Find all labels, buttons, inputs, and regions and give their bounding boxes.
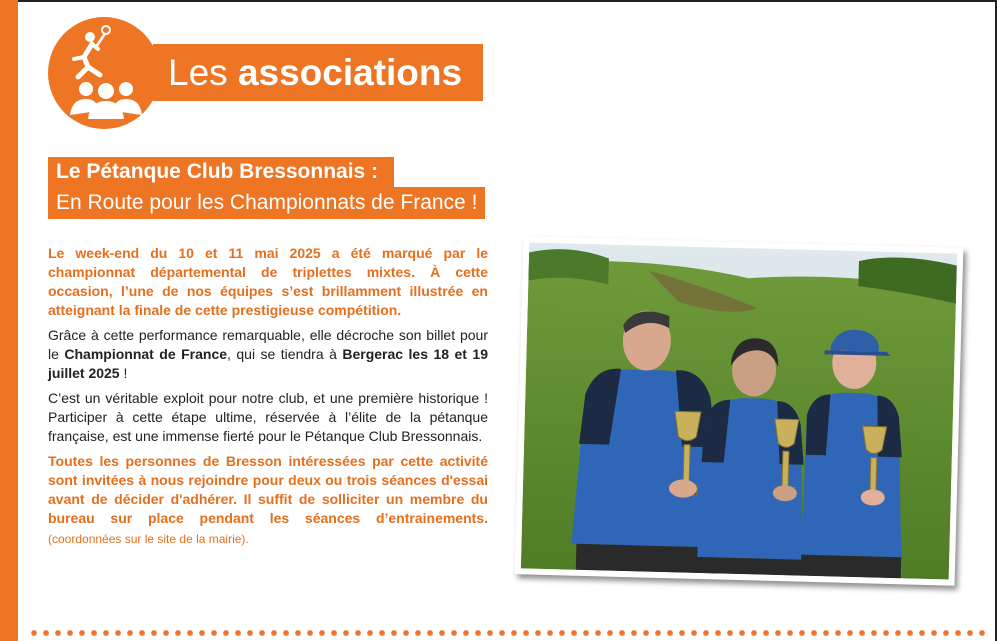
para2-end: ! [119,365,128,381]
para2-start: Grâce à cette performance remarquable, elle décroche son billet pour le [48,327,488,362]
para4-note: (coordonnées sur le site de la mairie). [48,532,249,546]
paragraph-3: C’est un véritable exploit pour notre club, et une première historique ! Participer à cette étape ultime, réservée à l’élite de la pétanque française, est une immense fierté pour le Pétanque Club Bressonnais. [48,390,488,444]
article-subtitle: En Route pour les Championnats de France ! [48,187,485,219]
section-title-bold: associations [237,52,463,93]
article-title: Le Pétanque Club Bressonnais : [48,157,394,187]
sports-people-icon [48,17,160,129]
paragraph-4 [48,452,488,549]
para2-bold2: Bergerac les 18 et 19 juillet 2025 [48,346,488,381]
section-title-light: Les [168,52,228,93]
para2-mid: , qui se tiendra à [227,346,343,362]
dotted-divider [28,628,988,638]
article-body [48,244,488,555]
top-border [18,0,997,2]
para2-bold1: Championnat de France [64,346,228,362]
para4-main: Toutes les personnes de Bresson intéressées par cette activité sont invitées à nous rejoindre pour deux ou trois séances d'essai avant de décider d'adhérer. Il suffit de solliciter un membre du bureau sur place pendant les séances d’entrainements. [48,453,488,526]
intro-paragraph: Le week-end du 10 et 11 mai 2025 a été marqué par le championnat départemental de triplettes mixtes. À cette occasion, l’une de nos équipes s’est brillamment illustrée en atteignant la finale de cette prestigieuse compétition. [48,245,488,318]
left-accent-bar [0,0,18,641]
paragraph-2 [48,326,488,383]
section-banner [153,44,483,101]
team-photo [515,236,964,585]
